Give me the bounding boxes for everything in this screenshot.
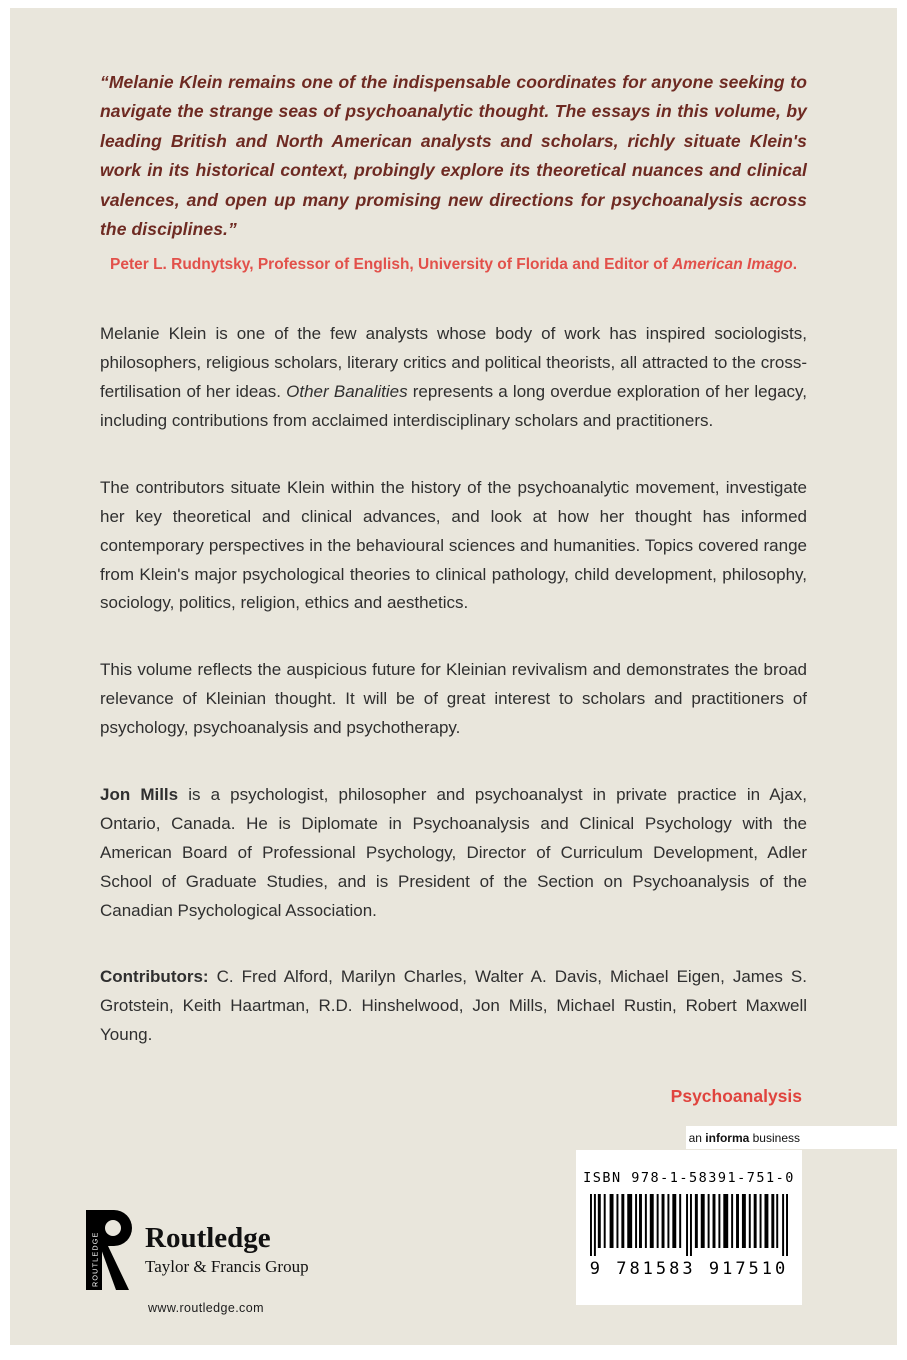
review-quote: “Melanie Klein remains one of the indispensable coordinates for anyone seeking to navigate the strange seas of psychoanalytic thought. The essays in this volume, by leading British and North American analysts and scholars, richly situate Klein's work in its historical context, probingly explore its theoretical nuances and clinical valences, and open up many promising new directions for psychoanalysis across the disciplines.” — [100, 72, 807, 239]
informa-text: business — [749, 1130, 800, 1145]
book-back-cover — [10, 8, 897, 1345]
paragraph-text: Melanie Klein is one of the few analysts whose body of work has inspired sociologists, philosophers, religious scholars, literary critics and political theorists, all attracted to the cross-fertilisation of her ideas. — [100, 324, 807, 402]
svg-text:ROUTLEDGE: ROUTLEDGE — [90, 1231, 100, 1287]
barcode-icon — [590, 1194, 788, 1256]
publisher-name: Routledge — [145, 1221, 271, 1254]
barcode-panel — [576, 1150, 802, 1305]
attribution-journal-title: American Imago — [672, 256, 793, 274]
isbn-number: ISBN 978-1-58391-751-0 — [583, 1170, 795, 1186]
paragraph-text: is a psychologist, philosopher and psychoanalyst in private practice in Ajax, Ontario, Canada. He is Diplomate in Psychoanalysis and Clinical Psychology with the American Board of Professional Psychology, Director of Curriculum Development, Adler School of Graduate Studies, and is President of the Section on Psychoanalysis of the Canadian Psychological Association. — [100, 785, 807, 920]
author-name: Jon Mills — [100, 785, 179, 805]
paragraph-text: C. Fred Alford, Marilyn Charles, Walter A. Davis, Michael Eigen, James S. Grotstein, Keith Haartman, R.D. Hinshelwood, Jon Mills, Michael Rustin, Robert Maxwell Young. — [100, 967, 807, 1045]
paragraph-volume-relevance: This volume reflects the auspicious future for Kleinian revivalism and demonstrates the broad relevance of Kleinian thought. It will be of great interest to scholars and practitioners of psychology, psychoanalysis and psychotherapy. — [100, 660, 807, 738]
contributors-label: Contributors: — [100, 967, 209, 987]
publisher-url: www.routledge.com — [148, 1301, 264, 1315]
paragraph-text: represents a long overdue exploration of her legacy, including contributions from acclaimed interdisciplinary scholars and practitioners. — [100, 382, 807, 431]
subject-category-label: Psychoanalysis — [670, 1086, 802, 1106]
paragraph-contributors-scope: The contributors situate Klein within the history of the psychoanalytic movement, investigate her key theoretical and clinical advances, and look at how her thought has informed contemporary perspectives in the behavioural sciences and humanities. Topics covered range from Klein's major psychological theories to clinical pathology, child development, philosophy, sociology, politics, religion, ethics and aesthetics. — [100, 477, 807, 613]
publisher-group-name: Taylor & Francis Group — [145, 1257, 309, 1277]
publisher-block — [86, 1210, 309, 1315]
paragraph-contributors-list — [100, 963, 807, 1050]
book-title: Other Banalities — [286, 382, 408, 402]
routledge-logo-icon — [86, 1210, 134, 1290]
review-attribution — [100, 256, 807, 274]
attribution-period: . — [792, 256, 798, 274]
attribution-text: Peter L. Rudnytsky, Professor of English, University of Florida and Editor of — [109, 256, 673, 274]
informa-brand: informa — [705, 1130, 750, 1145]
paragraph-author-bio — [100, 781, 807, 925]
informa-business-strip — [686, 1126, 897, 1149]
informa-text: an — [688, 1130, 706, 1145]
barcode-digits: 9 781583 917510 — [589, 1259, 789, 1279]
paragraph-klein-overview — [100, 320, 807, 436]
